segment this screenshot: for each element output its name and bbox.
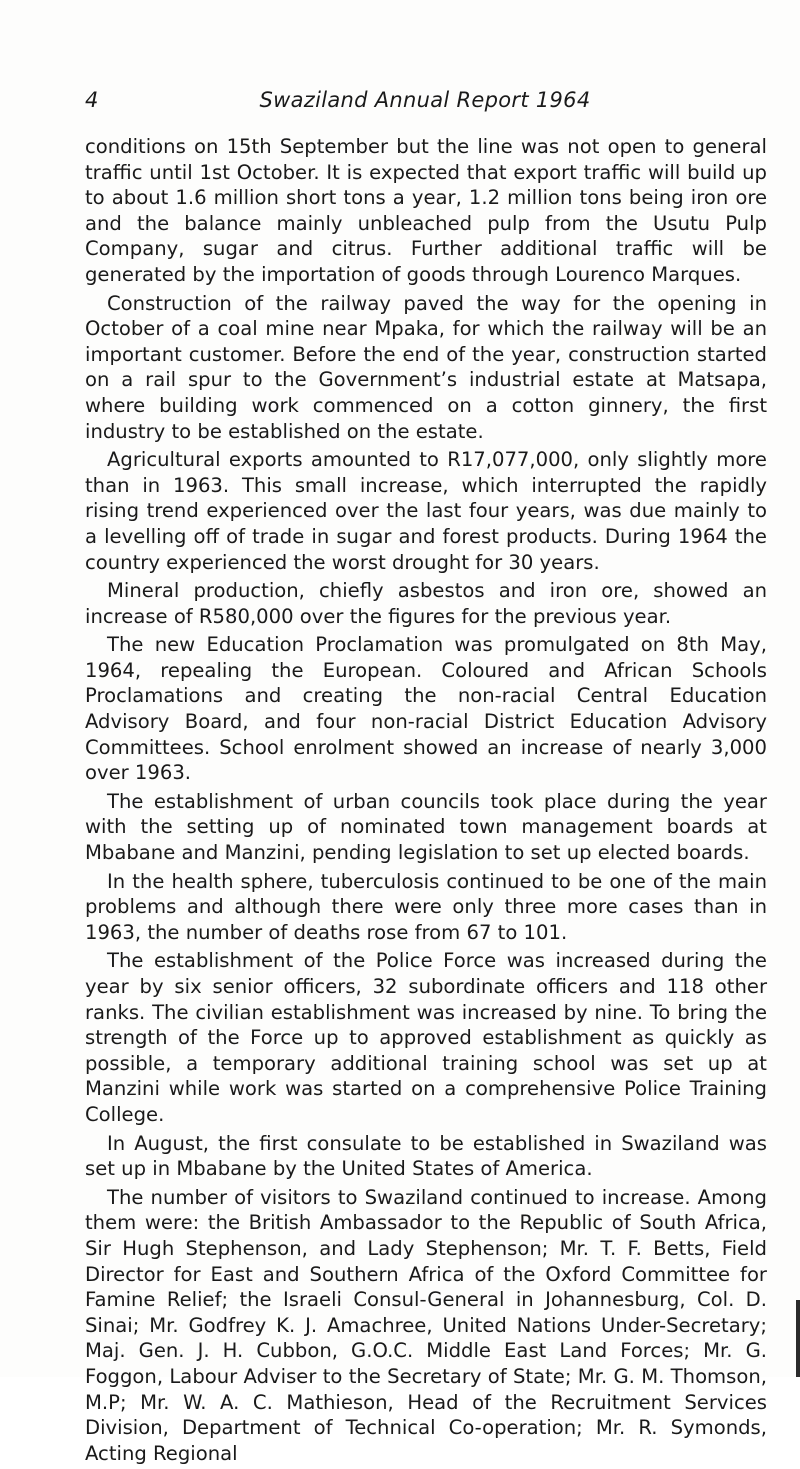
- scan-edge-mark: [796, 1300, 800, 1377]
- paragraph-urban-councils: The establishment of urban councils took place during the year with the setting up of nominated town management boards at Mbabane and Manzini, pending legislation to set up elected boards.: [85, 789, 767, 865]
- paragraph-agricultural-exports: Agricultural exports amounted to R17,077,000, only slightly more than in 1963. This small increase, which interrupted the rapidly rising trend experienced over the last four years, was due mainly to a levelling off of trade in sugar and forest products. During 1964 the country experienced the worst drought for 30 years.: [85, 448, 767, 574]
- paragraph-visitors: The number of visitors to Swaziland continued to increase. Among them were: the British Ambassador to the Republic of South Africa, Sir Hugh Stephenson, and Lady Stephenson; Mr. T. F. Betts, Field Director for East and Southern Africa of the Oxford Committee for Famine Relief; the Israeli Consul-General in Johannesburg, Col. D. Sinai; Mr. Godfrey K. J. Amachree, United Nations Under-Secretary; Maj. Gen. J. H. Cubbon, G.O.C. Middle East Land Forces; Mr. G. Foggon, Labour Adviser to the Secretary of State; Mr. G. M. Thomson, M.P; Mr. W. A. C. Mathieson, Head of the Recruitment Services Division, Department of Technical Co-operation; Mr. R. Symonds, Acting Regional: [85, 1185, 767, 1465]
- body-text: [85, 134, 767, 1469]
- paragraph-railway-traffic: conditions on 15th September but the line was not open to general traffic until 1st October. It is expected that export traffic will build up to about 1.6 million short tons a year, 1.2 million tons being iron ore and the balance mainly unbleached pulp from the Usutu Pulp Company, sugar and citrus. Further additional traffic will be generated by the importation of goods through Lourenco Marques.: [85, 135, 767, 286]
- paragraph-mineral-production: Mineral production, chiefly asbestos and iron ore, showed an increase of R580,000 over the figures for the previous year.: [85, 579, 767, 628]
- paragraph-police-force: The establishment of the Police Force was increased during the year by six senior officers, 32 subordinate officers and 118 other ranks. The civilian establishment was increased by nine. To bring the strength of the Force up to approved establishment as quickly as possible, a temporary additional training school was set up at Manzini while work was started on a comprehensive Police Training College.: [85, 949, 767, 1126]
- paragraph-education: The new Education Proclamation was promulgated on 8th May, 1964, repealing the European. Coloured and African Schools Proclamations and creating the non-racial Central Education Advisory Board, and four non-racial District Education Advisory Committees. School enrolment showed an increase of nearly 3,000 over 1963.: [85, 633, 767, 785]
- paragraph-health: In the health sphere, tuberculosis continued to be one of the main problems and although there were only three more cases than in 1963, the number of deaths rose from 67 to 101.: [85, 869, 767, 944]
- running-title: Swaziland Annual Report 1964: [259, 88, 591, 112]
- page-header: [85, 88, 765, 118]
- page-number: 4: [85, 88, 99, 112]
- paragraph-railway-construction: Construction of the railway paved the way for the opening in October of a coal mine near Mpaka, for which the railway will be an important customer. Before the end of the year, construction started on a rail spur to the Government’s industrial estate at Matsapa, where building work commenced on a cotton ginnery, the first industry to be established on the estate.: [85, 291, 767, 443]
- paragraph-consulate: In August, the first consulate to be established in Swaziland was set up in Mbabane by the United States of America.: [85, 1131, 767, 1181]
